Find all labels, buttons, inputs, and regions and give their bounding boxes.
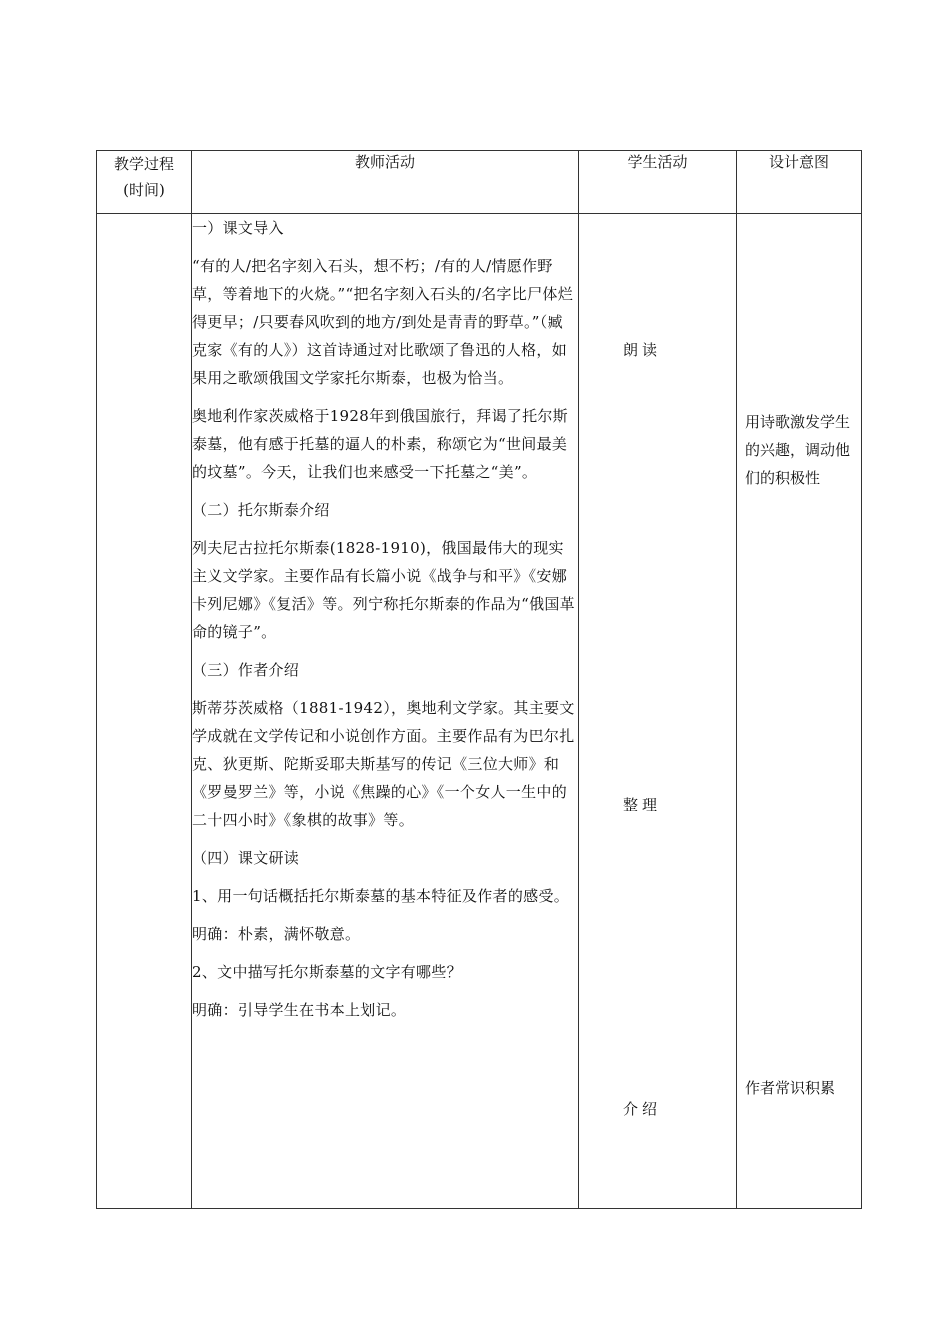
lesson-plan-table — [96, 150, 862, 1209]
header-teacher: 教师活动 — [192, 151, 579, 214]
teacher-paragraph: （四）课文研读 — [192, 849, 300, 867]
teacher-paragraph: 奥地利作家茨威格于1928年到俄国旅行，拜谒了托尔斯泰墓，他有感于托墓的逼人的朴素，称颂它为“世间最美的坟墓”。今天，让我们也来感受一下托墓之“美”。 — [192, 407, 568, 481]
design-intent-interest: 用诗歌激发学生的兴趣，调动他们的积极性 — [745, 413, 851, 487]
teacher-paragraph: 列夫尼古拉托尔斯泰(1828-1910)，俄国最伟大的现实主义文学家。主要作品有长篇小说《战争与和平》《安娜卡列尼娜》《复活》等。列宁称托尔斯泰的作品为“俄国革命的镜子”。 — [192, 539, 575, 641]
teacher-paragraph: （二）托尔斯泰介绍 — [192, 501, 330, 519]
design-intent-knowledge: 作者常识积累 — [745, 1079, 836, 1097]
content-row — [97, 214, 862, 1209]
header-process-line2: (时间) — [123, 181, 165, 199]
header-process-line1: 教学过程 — [113, 155, 174, 173]
teacher-paragraph: “有的人/把名字刻入石头，想不朽；/有的人/情愿作野草，等着地下的火烧。”“把名字刻入石头的/名字比尸体烂得更早；/只要春风吹到的地方/到处是青青的野草。”（臧克家《有的人》）这首诗通过对比歌颂了鲁迅的人格，如果用之歌颂俄国文学家托尔斯泰，也极为恰当。 — [192, 257, 573, 387]
student-activity-introduce: 介绍 — [623, 1100, 662, 1118]
teacher-paragraph: 明确：引导学生在书本上划记。 — [192, 1001, 407, 1019]
teacher-paragraph: 斯蒂芬茨威格（1881-1942），奥地利文学家。其主要文学成就在文学传记和小说创作方面。主要作品有为巴尔扎克、狄更斯、陀斯妥耶夫斯基写的传记《三位大师》和《罗曼罗兰》等，小说《焦躁的心》《一个女人一生中的二十四小时》《象棋的故事》等。 — [192, 699, 575, 829]
student-activity-read: 朗读 — [623, 341, 662, 359]
teacher-paragraph: 2、文中描写托尔斯泰墓的文字有哪些？ — [192, 963, 462, 981]
teacher-paragraph: 1、用一句话概括托尔斯泰墓的基本特征及作者的感受。 — [192, 887, 570, 905]
teacher-paragraph: 明确：朴素，满怀敬意。 — [192, 925, 361, 943]
teacher-activity-cell — [192, 214, 579, 1209]
teacher-paragraph: （三）作者介绍 — [192, 661, 300, 679]
student-activity-cell — [579, 214, 737, 1209]
teacher-paragraph: 一）课文导入 — [192, 219, 284, 237]
header-row — [97, 151, 862, 214]
header-process — [97, 151, 192, 214]
design-intent-cell — [737, 214, 862, 1209]
process-cell — [97, 214, 192, 1209]
student-activity-organize: 整理 — [623, 796, 662, 814]
header-intent: 设计意图 — [737, 151, 862, 214]
header-student: 学生活动 — [579, 151, 737, 214]
